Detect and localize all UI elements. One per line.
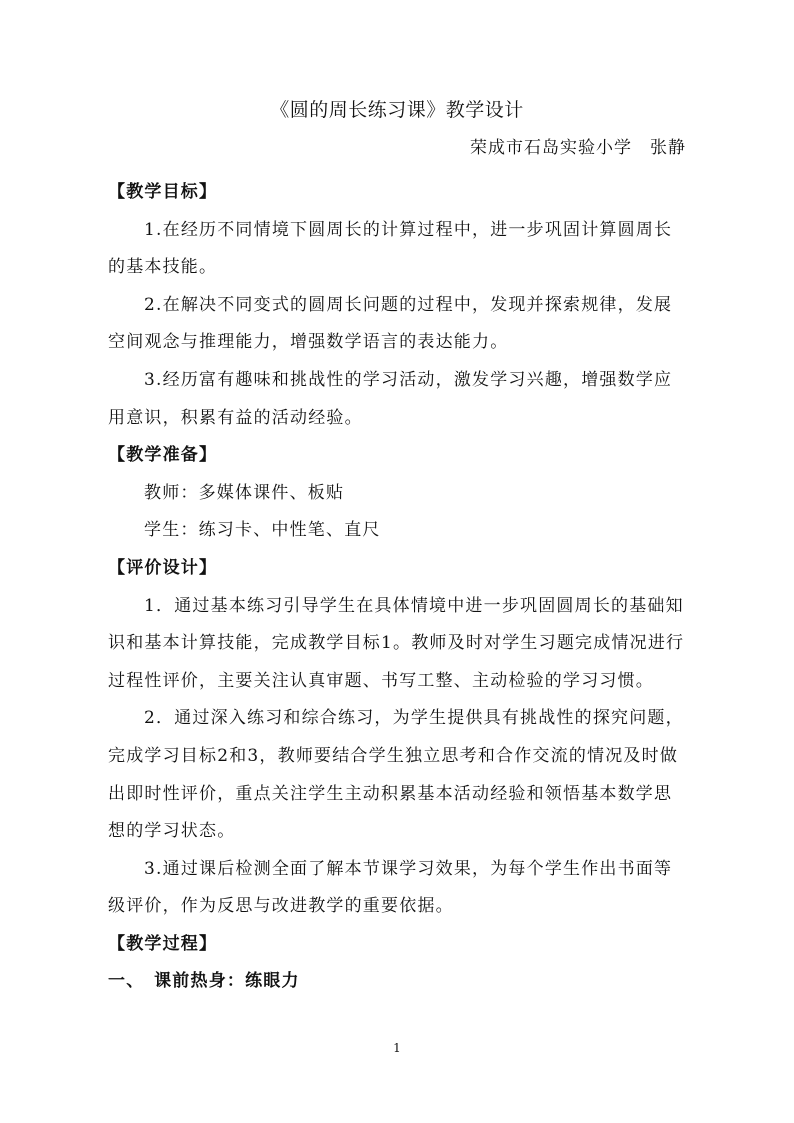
heading-teaching-preparation: 【教学准备】	[108, 445, 218, 466]
process-step-1: 一、 课前热身：练眼力	[108, 971, 300, 992]
heading-teaching-process: 【教学过程】	[108, 933, 218, 954]
heading-teaching-goals: 【教学目标】	[108, 182, 218, 202]
evaluation-item-2: 2．通过深入练习和综合练习，为学生提供具有挑战性的探究问题，完成学习目标2和3，教师要结合学生独立思考和合作交流的情况及时做出即时性评价，重点关注学生主动积累基本活动经验和领悟基本数学思想的学习状态。	[108, 708, 684, 842]
document-author: 荣成市石岛实验小学 张静	[470, 138, 686, 158]
document-body	[108, 174, 686, 1001]
goal-item-2: 2.在解决不同变式的圆周长问题的过程中，发现并探索规律，发展空间观念与推理能力，增强数学语言的表达能力。	[108, 294, 673, 353]
goal-item-1: 1.在经历不同情境下圆周长的计算过程中，进一步巩固计算圆周长的基本技能。	[108, 219, 673, 278]
heading-evaluation-design: 【评价设计】	[108, 557, 218, 578]
page-number: 1	[393, 1041, 401, 1055]
document-title: 《圆的周长练习课》教学设计	[270, 99, 524, 121]
evaluation-item-1: 1．通过基本练习引导学生在具体情境中进一步巩固圆周长的基础知识和基本计算技能，完成教学目标1。教师及时对学生习题完成情况进行过程性评价，主要关注认真审题、书写工整、主动检验的学习习惯。	[108, 595, 685, 691]
preparation-student: 学生：练习卡、中性笔、直尺	[144, 520, 381, 541]
goal-item-3: 3.经历富有趣味和挑战性的学习活动，激发学习兴趣，增强数学应用意识，积累有益的活动经验。	[108, 369, 673, 428]
preparation-teacher: 教师：多媒体课件、板贴	[144, 482, 345, 503]
evaluation-item-3: 3.通过课后检测全面了解本节课学习效果，为每个学生作出书面等级评价，作为反思与改进教学的重要依据。	[108, 858, 673, 917]
